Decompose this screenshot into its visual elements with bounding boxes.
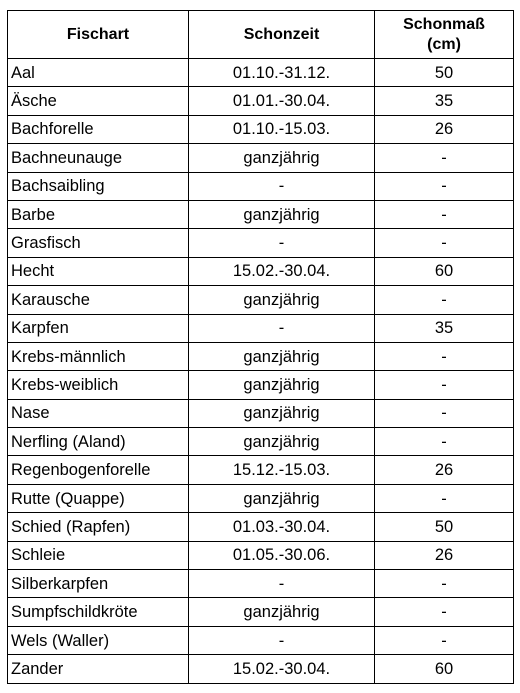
fish-cell: Barbe: [8, 200, 189, 228]
size-cell: -: [375, 570, 514, 598]
size-cell: -: [375, 399, 514, 427]
size-cell: -: [375, 229, 514, 257]
size-cell: -: [375, 598, 514, 626]
fish-cell: Bachsaibling: [8, 172, 189, 200]
fish-cell: Nerfling (Aland): [8, 428, 189, 456]
fish-cell: Schied (Rapfen): [8, 513, 189, 541]
size-cell: 35: [375, 314, 514, 342]
season-cell: ganzjährig: [189, 342, 375, 370]
season-cell: ganzjährig: [189, 371, 375, 399]
table-row: [8, 626, 514, 654]
season-cell: -: [189, 570, 375, 598]
fish-cell: Äsche: [8, 87, 189, 115]
season-cell: -: [189, 229, 375, 257]
table-row: [8, 428, 514, 456]
season-cell: ganzjährig: [189, 598, 375, 626]
season-cell: -: [189, 172, 375, 200]
table-row: [8, 513, 514, 541]
table-row: [8, 229, 514, 257]
table-header-row: [8, 11, 514, 59]
fish-cell: Sumpfschildkröte: [8, 598, 189, 626]
size-cell: -: [375, 286, 514, 314]
table-row: [8, 144, 514, 172]
table-row: [8, 59, 514, 87]
fish-cell: Bachneunauge: [8, 144, 189, 172]
fish-cell: Aal: [8, 59, 189, 87]
table-row: [8, 570, 514, 598]
season-cell: ganzjährig: [189, 200, 375, 228]
table-row: [8, 257, 514, 285]
header-size: [375, 11, 514, 59]
fish-cell: Grasfisch: [8, 229, 189, 257]
fish-cell: Rutte (Quappe): [8, 484, 189, 512]
size-cell: 60: [375, 257, 514, 285]
size-cell: -: [375, 626, 514, 654]
table-row: [8, 655, 514, 683]
size-cell: -: [375, 144, 514, 172]
fish-cell: Bachforelle: [8, 115, 189, 143]
fish-cell: Zander: [8, 655, 189, 683]
table-row: [8, 200, 514, 228]
size-cell: 50: [375, 59, 514, 87]
table-row: [8, 371, 514, 399]
size-cell: -: [375, 200, 514, 228]
season-cell: 15.02.-30.04.: [189, 257, 375, 285]
size-cell: 26: [375, 541, 514, 569]
table-row: [8, 286, 514, 314]
fish-cell: Krebs-männlich: [8, 342, 189, 370]
header-fish: Fischart: [8, 11, 189, 59]
size-cell: -: [375, 428, 514, 456]
fish-cell: Hecht: [8, 257, 189, 285]
table-row: [8, 541, 514, 569]
season-cell: ganzjährig: [189, 286, 375, 314]
table-row: [8, 399, 514, 427]
fish-cell: Krebs-weiblich: [8, 371, 189, 399]
table-row: [8, 87, 514, 115]
fish-cell: Karpfen: [8, 314, 189, 342]
fish-cell: Wels (Waller): [8, 626, 189, 654]
table-row: [8, 484, 514, 512]
season-cell: -: [189, 626, 375, 654]
header-season: Schonzeit: [189, 11, 375, 59]
header-size-line2: (cm): [427, 35, 461, 53]
size-cell: 60: [375, 655, 514, 683]
season-cell: 15.12.-15.03.: [189, 456, 375, 484]
table-row: [8, 342, 514, 370]
season-cell: 01.05.-30.06.: [189, 541, 375, 569]
fish-cell: Karausche: [8, 286, 189, 314]
closed-season-table: [7, 10, 514, 684]
table-row: [8, 598, 514, 626]
size-cell: 50: [375, 513, 514, 541]
season-cell: ganzjährig: [189, 399, 375, 427]
season-cell: -: [189, 314, 375, 342]
fish-cell: Silberkarpfen: [8, 570, 189, 598]
size-cell: -: [375, 371, 514, 399]
table-row: [8, 172, 514, 200]
size-cell: -: [375, 342, 514, 370]
table-row: [8, 456, 514, 484]
header-size-line1: Schonmaß: [403, 15, 485, 33]
season-cell: 01.10.-15.03.: [189, 115, 375, 143]
fish-cell: Nase: [8, 399, 189, 427]
table-row: [8, 115, 514, 143]
size-cell: 26: [375, 456, 514, 484]
season-cell: 01.01.-30.04.: [189, 87, 375, 115]
season-cell: 01.10.-31.12.: [189, 59, 375, 87]
fish-cell: Schleie: [8, 541, 189, 569]
size-cell: -: [375, 484, 514, 512]
season-cell: 01.03.-30.04.: [189, 513, 375, 541]
season-cell: ganzjährig: [189, 484, 375, 512]
fish-cell: Regenbogenforelle: [8, 456, 189, 484]
season-cell: 15.02.-30.04.: [189, 655, 375, 683]
table-row: [8, 314, 514, 342]
size-cell: 35: [375, 87, 514, 115]
size-cell: -: [375, 172, 514, 200]
size-cell: 26: [375, 115, 514, 143]
season-cell: ganzjährig: [189, 428, 375, 456]
season-cell: ganzjährig: [189, 144, 375, 172]
